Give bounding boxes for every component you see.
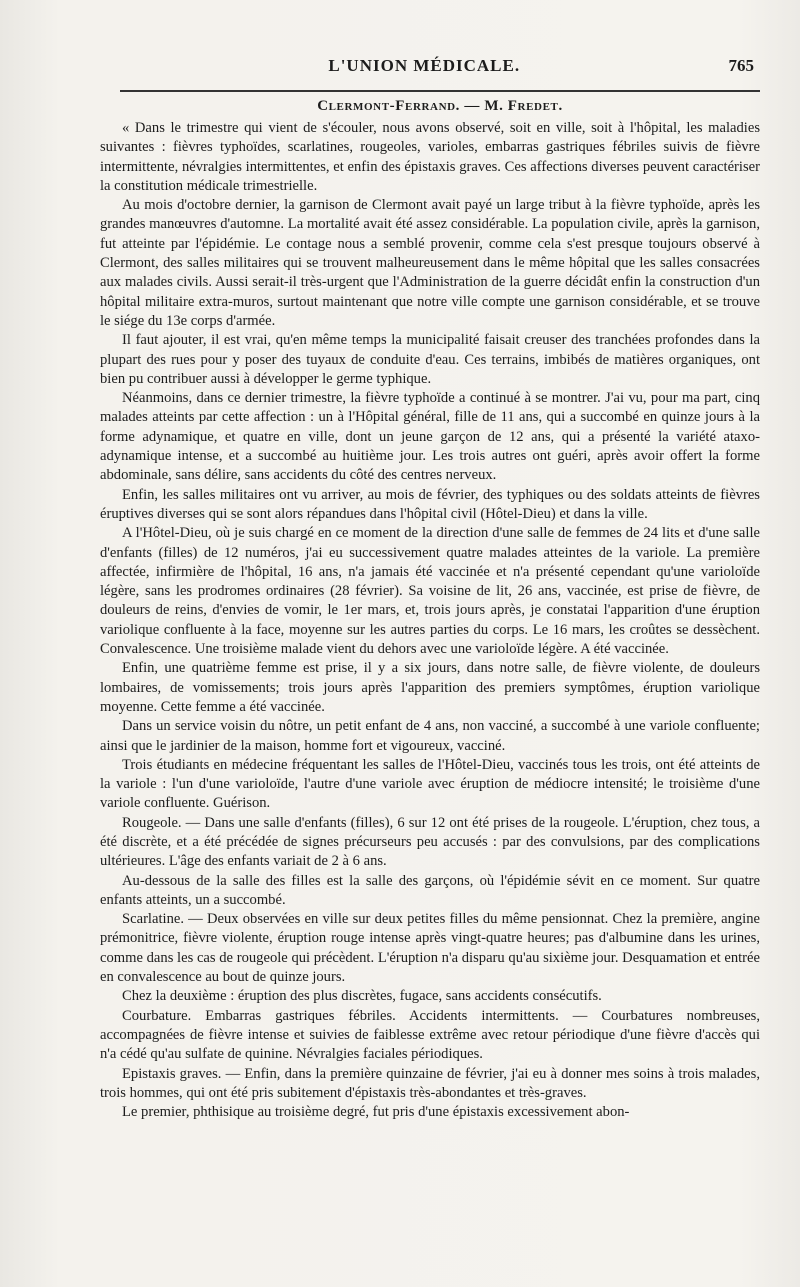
- paragraph: Le premier, phthisique au troisième degré, fut pris d'une épistaxis excessivement abon-: [122, 1104, 630, 1121]
- paragraph: Trois étudiants en médecine fréquentant les salles de l'Hôtel-Dieu, vaccinés tous les trois, ont été atteints de la variole : l'un d'une varioloïde, l'autre d'une variole avec éruption de médiocre intensité; le troisième d'une variole confluente. Guérison.: [100, 756, 760, 812]
- paragraph: A l'Hôtel-Dieu, où je suis chargé en ce moment de la direction d'une salle de femmes de 24 lits et d'une salle d'enfants (filles) de 12 numéros, j'ai eu successivement quatre malades atteintes de la variole. La première affectée, infirmière de l'hôpital, 16 ans, n'a jamais été vaccinée et n'a présenté cependant qu'une varioloïde légère, sans les prodromes ordinaires (28 février). Sa voisine de lit, 26 ans, vaccinée, est prise de fièvre, de douleurs de reins, d'envies de vomir, le 1er mars, et, trois jours après, je constatai l'apparition d'une éruption variolique confluente à la face, moyenne sur les autres parties du corps. Le 16 mars, les croûtes se dessèchent. Convalescence. Une troisième malade vient du dehors avec une varioloïde légère. A été vaccinée.: [100, 525, 760, 658]
- page-number: 765: [728, 56, 754, 75]
- article-body: [100, 119, 760, 1122]
- paragraph: Au-dessous de la salle des filles est la salle des garçons, où l'épidémie sévit en ce moment. Sur quatre enfants atteints, un a succombé.: [100, 872, 760, 908]
- paragraph: Enfin, une quatrième femme est prise, il y a six jours, dans notre salle, de fièvre violente, de douleurs lombaires, de vomissements; trois jours après l'apparition des premiers symptômes, éruption variolique moyenne. Cette femme a été vaccinée.: [100, 660, 760, 715]
- paragraph: « Dans le trimestre qui vient de s'écouler, nous avons observé, soit en ville, soit à l'hôpital, les maladies suivantes : fièvres typhoïdes, scarlatines, rougeoles, varioles, embarras gastriques fébriles suivis de fièvre intermittente, névralgies intermittentes, et enfin des épistaxis graves. Ces affections diverses peuvent caractériser la constitution médicale trimestrielle.: [100, 120, 760, 194]
- paragraph: Il faut ajouter, il est vrai, qu'en même temps la municipalité faisait creuser des tranchées profondes dans la plupart des rues pour y poser des tuyaux de conduite d'eau. Ces terrains, imbibés de matières organiques, ont bien pu contribuer aussi à développer le germe typhique.: [100, 332, 760, 387]
- paragraph: Chez la deuxième : éruption des plus discrètes, fugace, sans accidents consécutifs.: [122, 988, 602, 1005]
- running-head: L'UNION MÉDICALE.: [328, 56, 521, 75]
- paragraph: Epistaxis graves. — Enfin, dans la première quinzaine de février, j'ai eu à donner mes soins à trois malades, trois hommes, qui ont été pris subitement d'épistaxis très-abondantes et très-graves.: [100, 1065, 760, 1101]
- paragraph: Enfin, les salles militaires ont vu arriver, au mois de février, des typhiques ou des soldats atteints de fièvres éruptives diverses qui se sont alors répandues dans l'hôpital civil (Hôtel-Dieu) et dans la ville.: [100, 486, 760, 522]
- paragraph: Rougeole. — Dans une salle d'enfants (filles), 6 sur 12 ont été prises de la rougeole. L'éruption, chez tous, a été discrète, et a été précédée de signes précurseurs peu accusés : par des convulsions, par des complications ultérieures. L'âge des enfants variait de 2 à 6 ans.: [100, 814, 760, 870]
- paragraph: Néanmoins, dans ce dernier trimestre, la fièvre typhoïde a continué à se montrer. J'ai vu, pour ma part, cinq malades atteints par cette affection : un à l'Hôpital général, fille de 11 ans, qui a succombé en quinze jours à la forme adynamique, et quatre en ville, dont un jeune garçon de 12 ans, qui a présenté la variété ataxo-adynamique intense, et a succombé au huitième jour. Les trois autres ont guéri, après avoir offert la forme abdominale, sans délire, sans accidents du côté des centres nerveux.: [100, 390, 760, 484]
- page-header: [120, 56, 760, 92]
- paragraph: Au mois d'octobre dernier, la garnison de Clermont avait payé un large tribut à la fièvre typhoïde, après les grandes manœuvres d'automne. La mortalité avait été assez considérable. La population civile, après la garnison, fut atteinte par l'épidémie. Le contage nous a semblé provenir, comme cela s'est presque toujours observé à Clermont, des salles militaires qui se trouvent malheureusement dans le même hôpital que les salles consacrées aux malades civils. Aussi serait-il très-urgent que l'Administration de la guerre décidât enfin la construction d'un hôpital militaire extra-muros, surtout maintenant que notre ville compte une garnison considérable, et se trouve le siége du 13e corps d'armée.: [100, 197, 760, 329]
- section-title: Clermont-Ferrand. — M. Fredet.: [317, 98, 563, 114]
- paragraph: Scarlatine. — Deux observées en ville sur deux petites filles du même pensionnat. Chez la première, angine prémonitrice, fièvre violente, éruption rouge intense après vingt-quatre heures; pas d'albumine dans les urines, comme dans les cas de rougeole qui précèdent. L'éruption n'a disparu qu'au sixième jour. Desquamation et entrée en convalescence au bout de quinze jours.: [100, 911, 760, 986]
- paragraph: Courbature. Embarras gastriques fébriles. Accidents intermittents. — Courbatures nombreuses, accompagnées de fièvre intense et suivies de faiblesse extrême avec retour périodique d'une fièvre d'accès qui n'a cédé qu'au sulfate de quinine. Névralgies faciales périodiques.: [100, 1007, 760, 1063]
- paragraph: Dans un service voisin du nôtre, un petit enfant de 4 ans, non vacciné, a succombé à une variole confluente; ainsi que le jardinier de la maison, homme fort et vigoureux, vacciné.: [100, 718, 760, 754]
